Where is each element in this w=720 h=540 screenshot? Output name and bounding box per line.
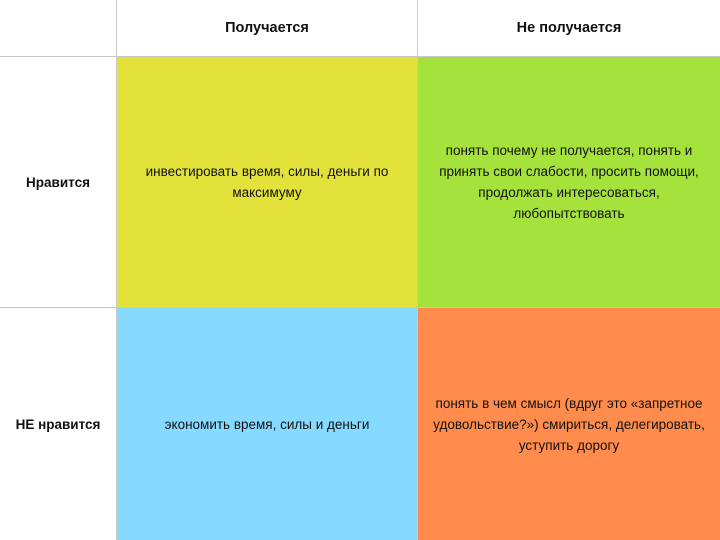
quadrant-text: понять почему не получается, понять и принять свои слабости, просить помощи, продолжать интересоваться, любопытствовать [439,143,699,221]
corner-cell [0,0,117,57]
quadrant-text: инвестировать время, силы, деньги по максимуму [145,164,389,200]
quadrant-dislikes-fails [418,308,720,540]
column-header-succeeds: Получается [117,0,418,57]
quadrant-likes-fails [418,57,720,308]
column-header-fails: Не получается [418,0,720,57]
row-header-dislikes: НЕ нравится [0,308,117,540]
quadrant-dislikes-succeeds [117,308,418,540]
quadrant-text: понять в чем смысл (вдруг это «запретное удовольствие?») смириться, делегировать, уступить дорогу [433,395,705,453]
quadrant-likes-succeeds [117,57,418,308]
quadrant-text: экономить время, силы и деньги [164,416,370,432]
row-header-likes: Нравится [0,57,117,308]
